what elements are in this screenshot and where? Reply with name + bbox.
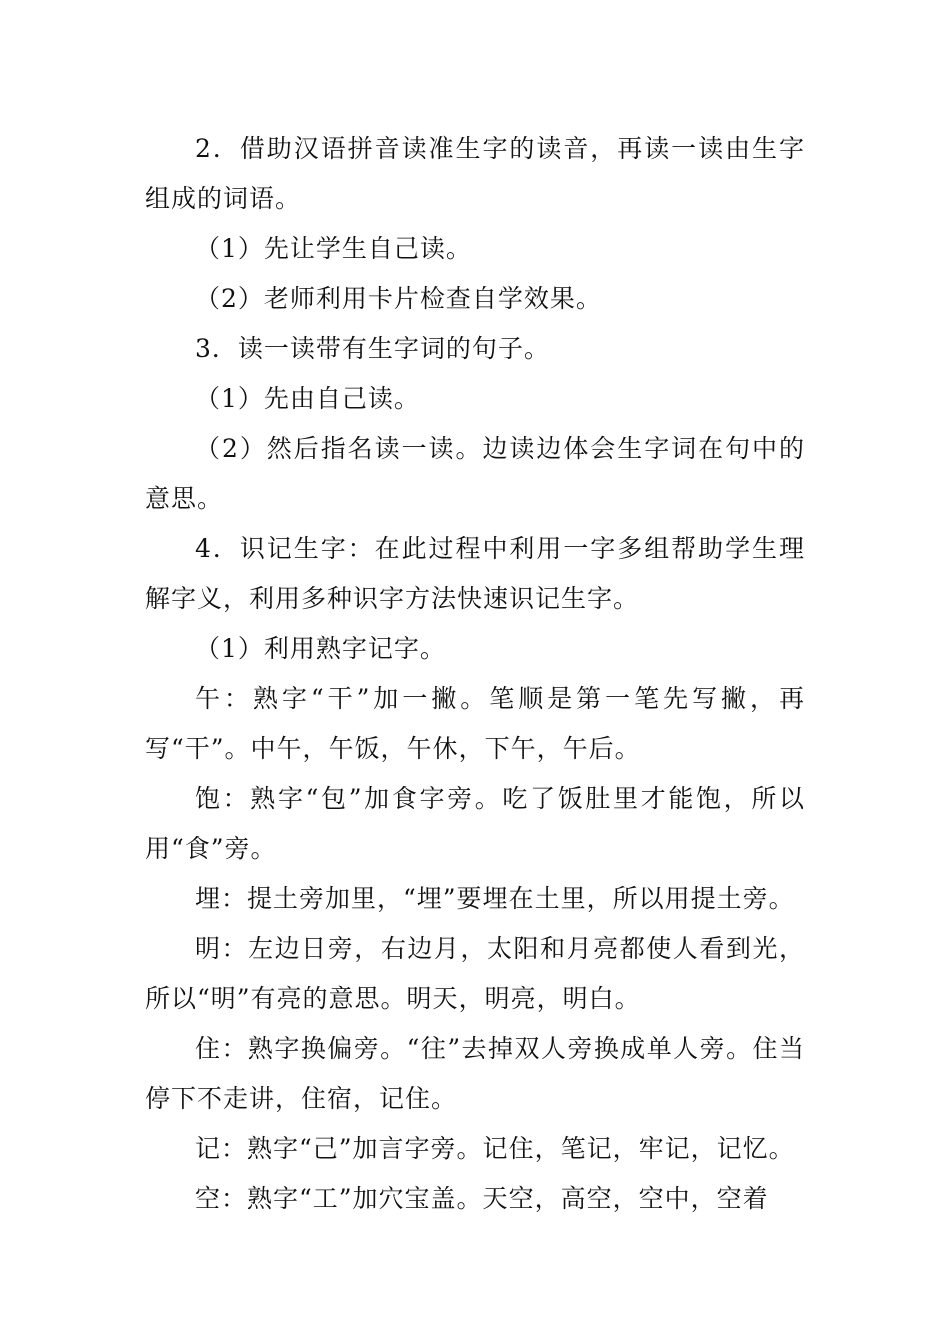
paragraph-char-ji: 记：熟字“己”加言字旁。记住，笔记，牢记，记忆。 (195, 1134, 795, 1163)
paragraph-char-wu: 午：熟字“干”加一撇。笔顺是第一笔先写撇，再写“干”。中午，午饭，午休，下午，午后。 (145, 684, 805, 763)
paragraph-char-ming: 明：左边日旁，右边月，太阳和月亮都使人看到光，所以“明”有亮的意思。明天，明亮，明白。 (145, 934, 805, 1013)
paragraph-char-kong: 空：熟字“工”加穴宝盖。天空，高空，空中，空着 (195, 1184, 769, 1213)
paragraph-step-2-2: （2）老师利用卡片检查自学效果。 (195, 284, 602, 313)
paragraph-step-2: 2．借助汉语拼音读准生字的读音，再读一读由生字组成的词语。 (145, 134, 805, 213)
paragraph-step-2-1: （1）先让学生自己读。 (195, 234, 472, 263)
document-body (145, 124, 805, 1224)
paragraph-step-4-1: （1）利用熟字记字。 (195, 634, 446, 663)
paragraph-step-3: 3．读一读带有生字词的句子。 (195, 334, 550, 363)
paragraph-char-zhu: 住：熟字换偏旁。“往”去掉双人旁换成单人旁。住当停下不走讲，住宿，记住。 (145, 1034, 805, 1113)
paragraph-char-mai: 埋：提土旁加里，“埋”要埋在土里，所以用提土旁。 (195, 884, 795, 913)
paragraph-char-bao: 饱：熟字“包”加食字旁。吃了饭肚里才能饱，所以用“食”旁。 (145, 784, 805, 863)
paragraph-step-4: 4．识记生字：在此过程中利用一字多组帮助学生理解字义，利用多种识字方法快速识记生字。 (145, 534, 805, 613)
paragraph-step-3-1: （1）先由自己读。 (195, 384, 420, 413)
paragraph-step-3-2: （2）然后指名读一读。边读边体会生字词在句中的意思。 (145, 434, 805, 513)
